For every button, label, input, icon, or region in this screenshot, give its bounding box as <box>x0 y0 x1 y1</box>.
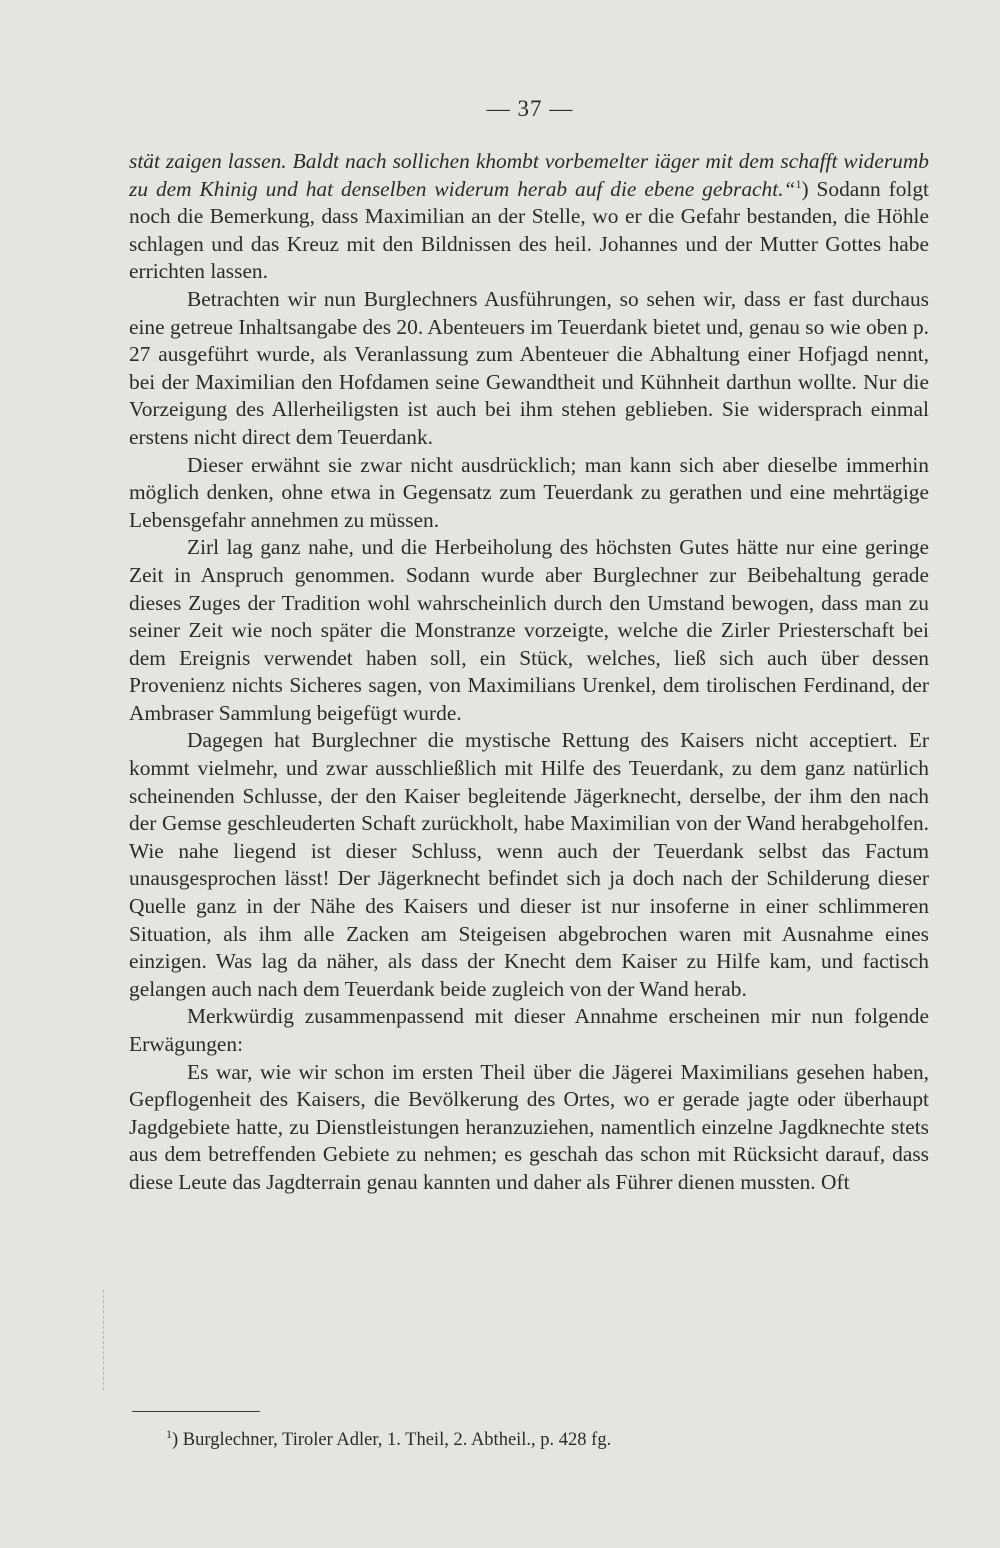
paragraph <box>129 286 929 452</box>
footnote-reference: 1 <box>795 176 802 191</box>
paragraph <box>129 1059 929 1197</box>
paragraph <box>129 1003 929 1058</box>
paragraph-text: Dagegen hat Burglechner die mystische Rettung des Kaisers nicht acceptiert. Er kommt vielmehr, und zwar ausschließlich mit Hilfe des Teuerdank, zu dem ganz natürlich scheinenden Schlusse, der den Kaiser begleitende Jägerknecht, derselbe, der ihm den nach der Gemse geschleuderten Schaft zurückholt, habe Maximilian von der Wand herabgeholfen. Wie nahe liegend ist dieser Schluss, wenn auch der Teuerdank selbst das Factum unausgesprochen lässt! Der Jägerknecht befindet sich ja doch nach der Schilderung dieser Quelle ganz in der Nähe des Kaisers und dieser ist nur insoferne in einer schlimmeren Situation, als ihm alle Zacken am Steigeisen abgebrochen waren mit Ausnahme eines einzigen. Was lag da näher, als dass der Knecht dem Kaiser zu Hilfe kam, und factisch gelangen auch nach dem Teuerdank beide zugleich von der Wand herab. <box>129 728 929 1001</box>
footnote <box>166 1428 611 1452</box>
paragraph-text: Zirl lag ganz nahe, und die Herbeiholung des höchsten Gutes hätte nur eine geringe Zeit in Anspruch genommen. Sodann wurde aber Burglechner zur Beibehaltung gerade dieses Zuges der Tradition wohl wahrscheinlich durch den Umstand bewogen, dass man zu seiner Zeit wie noch später die Monstranze vorzeigte, welche die Zirler Priesterschaft bei dem Ereignis verwendet haben soll, ein Stück, welches, ließ sich auch über dessen Provenienz nichts Sicheres sagen, von Maximilians Urenkel, dem tirolischen Ferdinand, der Ambraser Sammlung beigefügt wurde. <box>129 535 929 725</box>
paragraph-text: Es war, wie wir schon im ersten Theil über die Jägerei Maximilians gesehen haben, Gepflogenheit des Kaisers, die Bevölkerung des Ortes, wo er gerade jagte oder überhaupt Jagdgebiete hatte, zu Dienstleistungen heranzuziehen, namentlich einzelne Jagdknechte stets aus dem betreffenden Gebiete zu nehmen; es geschah das schon mit Rücksicht darauf, dass diese Leute das Jagdterrain genau kannten und daher als Führer dienen mussten. Oft <box>129 1059 929 1194</box>
margin-mark <box>103 1290 105 1390</box>
paragraph <box>129 148 929 286</box>
quoted-text: stät zaigen lassen. Baldt nach sollichen khombt vorbemelter iäger mit dem schafft widerumb zu dem Khinig und hat denselben widerum herab auf die ebene gebracht.“ <box>129 149 929 201</box>
paragraph <box>129 452 929 535</box>
paragraph-text: ) Sodann folgt noch die Bemerkung, dass Maximilian an der Stelle, wo er die Gefahr bestanden, die Höhle schlagen und das Kreuz mit den Bildnissen des heil. Johannes und der Mutter Gottes habe errichten lassen. <box>129 176 929 284</box>
paragraph-text: Merkwürdig zusammenpassend mit dieser Annahme erscheinen mir nun folgende Erwägungen: <box>129 1004 929 1056</box>
footnote-text: ) Burglechner, Tiroler Adler, 1. Theil, 2. Abtheil., p. 428 fg. <box>172 1430 612 1450</box>
paragraph-text: Betrachten wir nun Burglechners Ausführungen, so sehen wir, dass er fast durchaus eine getreue Inhaltsangabe des 20. Abenteuers im Teuerdank bietet und, genau so wie oben p. 27 ausgeführt wurde, als Veranlassung zum Abenteuer die Abhaltung einer Hofjagd nennt, bei der Maximilian den Hofdamen seine Gewandtheit und Kühnheit darthun wollte. Nur die Vorzeigung des Allerheiligsten ist auch bei ihm stehen geblieben. Sie widersprach einmal erstens nicht direct dem Teuerdank. <box>129 286 929 449</box>
paragraph <box>129 727 929 1003</box>
page-number: — 37 — <box>486 96 574 121</box>
paragraph-text: Dieser erwähnt sie zwar nicht ausdrücklich; man kann sich aber dieselbe immerhin möglich denken, ohne etwa in Gegensatz zum Teuerdank zu gerathen und eine mehrtägige Lebensgefahr annehmen zu müssen. <box>129 452 929 532</box>
footnote-rule <box>132 1411 260 1412</box>
paragraph <box>129 534 929 727</box>
body-text <box>129 148 929 1197</box>
footnote-marker: 1 <box>166 1426 172 1441</box>
